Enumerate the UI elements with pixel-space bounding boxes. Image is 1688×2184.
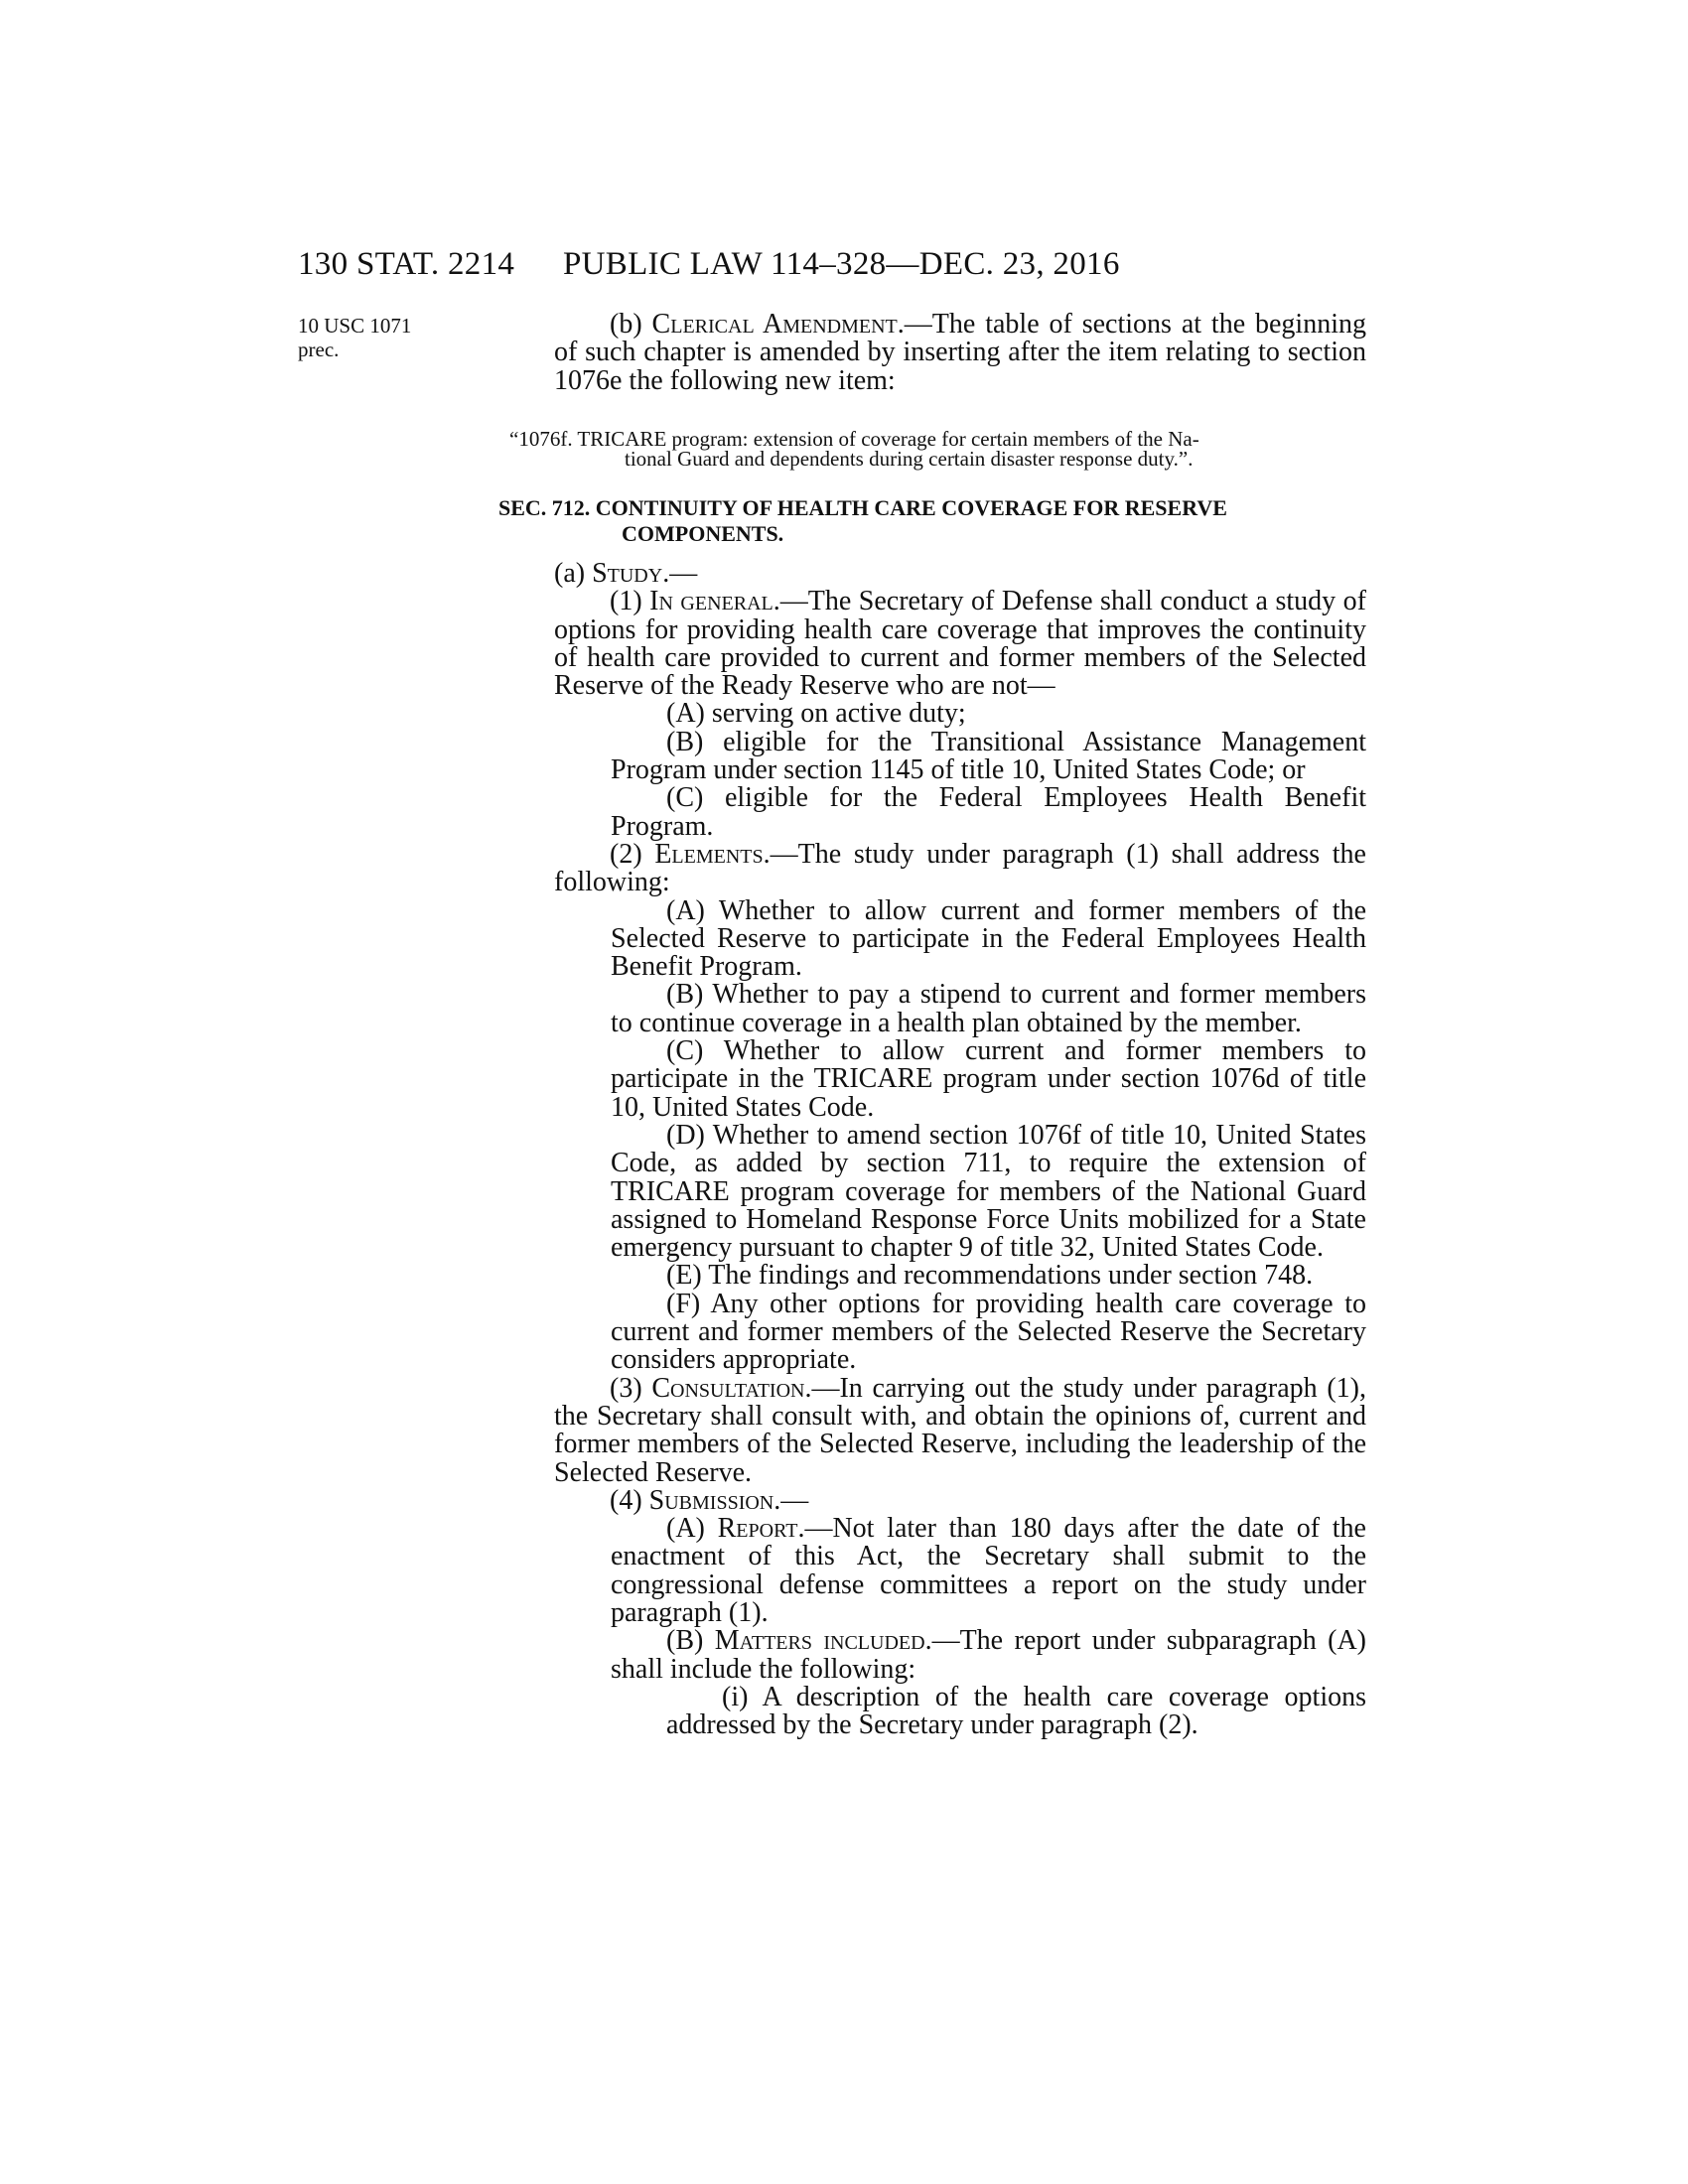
paragraph-3 bbox=[498, 1372, 1366, 1488]
subparagraph-text: .—The report under subparagraph (A) shall include the following: bbox=[611, 1625, 1366, 1685]
paragraph-prefix: (3) bbox=[610, 1372, 652, 1404]
section-heading-line: COMPONENTS. bbox=[622, 521, 784, 546]
subparagraph: (B) Whether to pay a stipend to current and former members to continue coverage in a health plan obtained by the member. bbox=[611, 979, 1366, 1038]
paragraph-heading: Consultation bbox=[651, 1372, 805, 1404]
clerical-prefix: (b) bbox=[610, 309, 652, 340]
margin-note-line: prec. bbox=[298, 338, 340, 361]
margin-note-line: 10 USC 1071 bbox=[298, 314, 412, 338]
subparagraph-prefix: (A) bbox=[666, 1513, 718, 1545]
subparagraph-prefix: (B) bbox=[666, 1625, 715, 1657]
subparagraph: (F) Any other options for providing health care coverage to current and former members of the Selected Reserve the Secretary considers appropriate. bbox=[611, 1288, 1366, 1376]
subparagraph: (C) Whether to allow current and former members to participate in the TRICARE program under section 1076d of title 10, United States Code. bbox=[611, 1035, 1366, 1123]
paragraph-text: .—In carrying out the study under paragraph (1), the Secretary shall consult with, and obtain the opinions of, current and former members of the Selected Reserve, including the leadership of the Selected Reserve. bbox=[554, 1372, 1366, 1488]
subparagraph-heading: Report bbox=[717, 1513, 798, 1545]
subparagraph: (A) Whether to allow current and former members of the Selected Reserve to participate in the Federal Employees Health Benefit Program. bbox=[611, 894, 1366, 983]
subsection-suffix: .— bbox=[662, 558, 698, 589]
paragraph-4 bbox=[498, 1484, 1366, 1516]
subparagraph: (C) eligible for the Federal Employees Health Benefit Program. bbox=[611, 782, 1366, 842]
table-item-line: “1076f. TRICARE program: extension of coverage for certain members of the Na- bbox=[509, 427, 1199, 451]
clerical-amendment bbox=[498, 311, 1366, 395]
subparagraph: (D) Whether to amend section 1076f of title 10, United States Code, as added by section 711, to require the extension of TRICARE program coverage for members of the National Guard assigned to Homeland Response Force Units mobilized for a State emergency pursuant to chapter 9 of title 32, United States Code. bbox=[611, 1119, 1366, 1264]
subparagraph-heading: Matters included bbox=[714, 1625, 925, 1657]
subparagraph-text: .—Not later than 180 days after the date of the enactment of this Act, the Secretary shall submit to the congressional defense committees a report on the study under paragraph (1). bbox=[611, 1513, 1366, 1628]
subparagraph-matters-included bbox=[498, 1627, 1366, 1684]
subparagraph: (B) eligible for the Transitional Assistance Management Program under section 1145 of title 10, United States Code; or bbox=[611, 726, 1366, 786]
paragraph-prefix: (1) bbox=[610, 586, 650, 617]
paragraph-heading: Elements bbox=[654, 838, 764, 870]
paragraph-prefix: (4) bbox=[610, 1484, 649, 1516]
running-head: PUBLIC LAW 114–328—DEC. 23, 2016 bbox=[563, 246, 1120, 282]
paragraph-prefix: (2) bbox=[610, 838, 655, 870]
table-item-line: tional Guard and dependents during certain disaster response duty.”. bbox=[625, 447, 1194, 471]
paragraph-text: .—The study under paragraph (1) shall address the following: bbox=[554, 838, 1366, 898]
subsection-a bbox=[498, 560, 1366, 588]
section-heading bbox=[498, 495, 1366, 547]
paragraph-heading: In general bbox=[649, 586, 774, 617]
clerical-text: .—The table of sections at the beginning of such chapter is amended by inserting after the item relating to section 1076e the following new item: bbox=[554, 309, 1366, 396]
table-of-sections-item bbox=[509, 429, 1365, 469]
section-body bbox=[498, 560, 1366, 1739]
subparagraph-report bbox=[498, 1515, 1366, 1627]
section-heading-line: SEC. 712. CONTINUITY OF HEALTH CARE COVERAGE FOR RESERVE bbox=[498, 495, 1227, 520]
subparagraph: (A) serving on active duty; bbox=[666, 698, 966, 730]
paragraph-suffix: .— bbox=[774, 1484, 809, 1516]
clause: (i) A description of the health care coverage options addressed by the Secretary under paragraph (2). bbox=[666, 1681, 1366, 1741]
paragraph-text: .—The Secretary of Defense shall conduct a study of options for providing health care coverage that improves the continuity of health care provided to current and former members of the Selected Reserve of the Ready Reserve who are not— bbox=[554, 586, 1366, 702]
paragraph-heading: Submission bbox=[648, 1484, 774, 1516]
page-number: 130 STAT. 2214 bbox=[298, 246, 515, 282]
subsection-prefix: (a) bbox=[554, 558, 593, 589]
subparagraph: (E) The findings and recommendations under section 748. bbox=[666, 1260, 1314, 1292]
clerical-heading: Clerical Amendment bbox=[651, 309, 898, 340]
paragraph-1 bbox=[498, 588, 1366, 700]
subsection-heading: Study bbox=[592, 558, 663, 589]
margin-note bbox=[298, 314, 411, 361]
paragraph-2 bbox=[498, 838, 1366, 898]
